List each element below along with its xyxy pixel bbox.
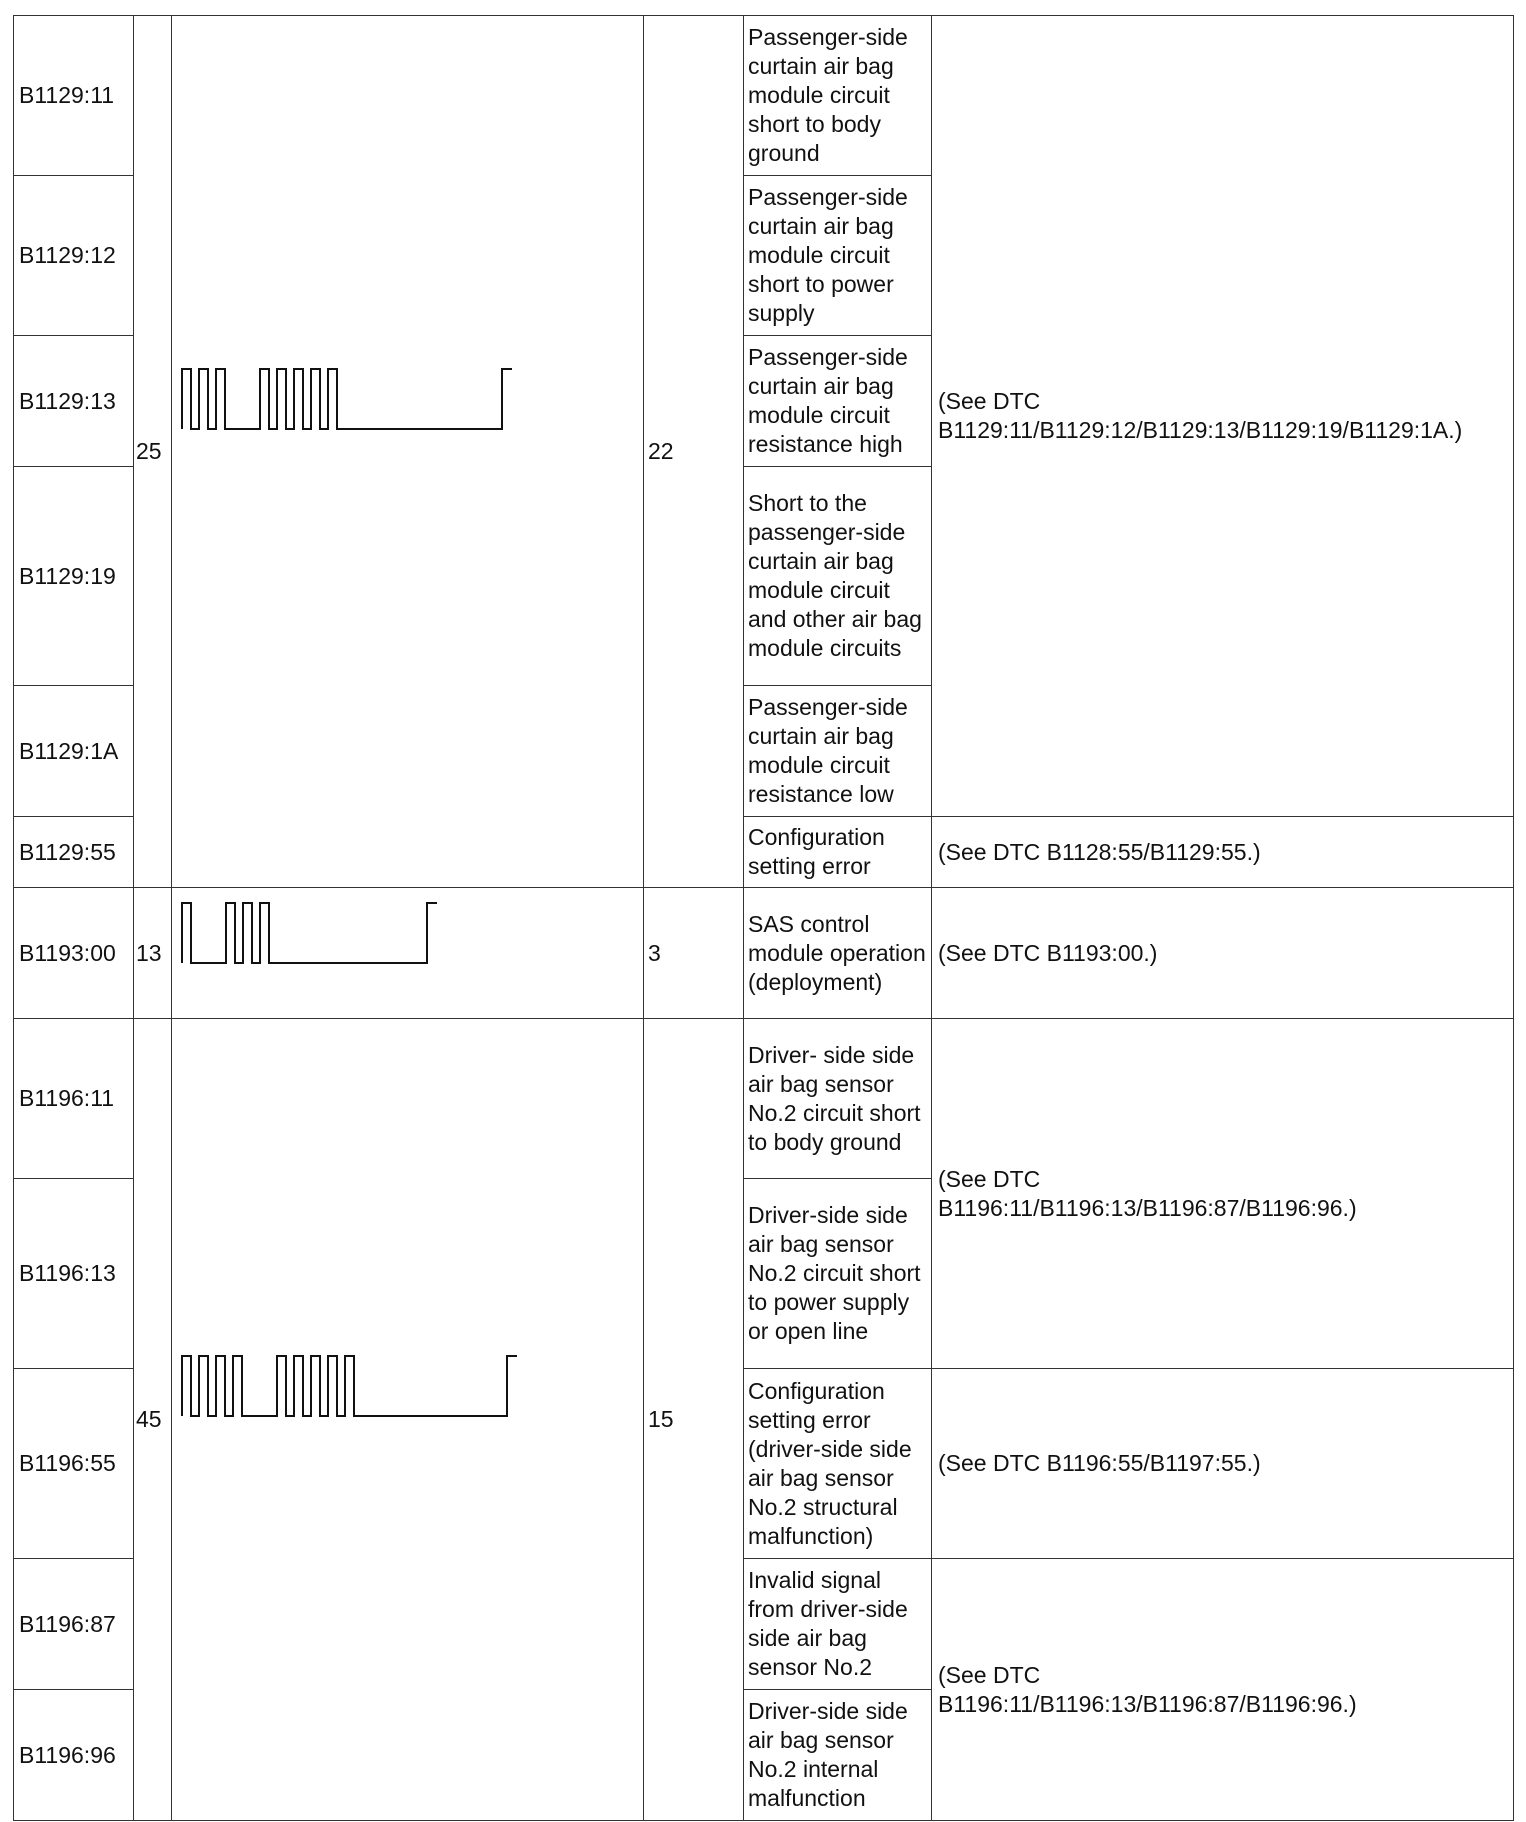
flash-waveform-line	[182, 1356, 517, 1416]
waveform-diagram	[172, 897, 643, 969]
dtc-description: Invalid signal from driver-side side air bag sensor No.2	[744, 1559, 932, 1690]
action-line: (See DTC	[938, 388, 1041, 414]
dtc-description: SAS control module operation (deployment)	[744, 888, 932, 1019]
dtc-description: Passenger-side curtain air bag module circuit short to power supply	[744, 176, 932, 336]
trouble-number: 15	[644, 1019, 744, 1821]
waveform-diagram	[172, 363, 643, 435]
dtc-description: Driver- side side air bag sensor No.2 circuit short to body ground	[744, 1019, 932, 1179]
dtc-code: B1196:11	[14, 1019, 134, 1179]
dtc-code: B1129:1A	[14, 686, 134, 817]
trouble-number: 22	[644, 16, 744, 888]
action-line: B1196:11/B1196:13/B1196:87/B1196:96.)	[938, 1194, 1357, 1221]
dtc-description: Passenger-side curtain air bag module circuit short to body ground	[744, 16, 932, 176]
dtc-description: Passenger-side curtain air bag module circuit resistance low	[744, 686, 932, 817]
flash-count: 13	[134, 888, 172, 1019]
flash-count: 45	[134, 1019, 172, 1821]
action-reference	[932, 1559, 1514, 1821]
action-line: (See DTC B1193:00.)	[938, 939, 1158, 966]
dtc-description: Configuration setting error	[744, 817, 932, 888]
action-line: (See DTC	[938, 1165, 1041, 1192]
flash-waveform	[172, 16, 644, 888]
dtc-description: Driver-side side air bag sensor No.2 internal malfunction	[744, 1690, 932, 1821]
dtc-description: Passenger-side curtain air bag module circuit resistance high	[744, 336, 932, 467]
dtc-table	[13, 15, 1514, 1821]
dtc-code: B1196:96	[14, 1690, 134, 1821]
action-reference	[932, 888, 1514, 1019]
dtc-code: B1196:55	[14, 1369, 134, 1559]
dtc-code: B1196:13	[14, 1179, 134, 1369]
dtc-code: B1129:19	[14, 467, 134, 686]
action-reference	[932, 1019, 1514, 1369]
flash-waveform	[172, 1019, 644, 1821]
action-line: B1196:11/B1196:13/B1196:87/B1196:96.)	[938, 1690, 1357, 1717]
dtc-code: B1193:00	[14, 888, 134, 1019]
flash-count: 25	[134, 16, 172, 888]
dtc-description: Driver-side side air bag sensor No.2 circuit short to power supply or open line	[744, 1179, 932, 1369]
dtc-description: Short to the passenger-side curtain air bag module circuit and other air bag module circuits	[744, 467, 932, 686]
flash-waveform-line	[182, 369, 512, 429]
action-line: B1129:11/B1129:12/B1129:13/B1129:19/B1129:1A.)	[938, 417, 1463, 443]
action-reference	[932, 1369, 1514, 1559]
dtc-code: B1129:13	[14, 336, 134, 467]
flash-waveform	[172, 888, 644, 1019]
dtc-code: B1129:11	[14, 16, 134, 176]
trouble-number: 3	[644, 888, 744, 1019]
dtc-code: B1196:87	[14, 1559, 134, 1690]
dtc-code: B1129:55	[14, 817, 134, 888]
action-line: (See DTC B1196:55/B1197:55.)	[938, 1450, 1261, 1476]
action-reference	[932, 16, 1514, 817]
waveform-diagram	[172, 1350, 643, 1422]
flash-waveform-line	[182, 903, 437, 963]
action-line: (See DTC	[938, 1661, 1041, 1688]
action-reference	[932, 817, 1514, 888]
dtc-code: B1129:12	[14, 176, 134, 336]
action-line: (See DTC B1128:55/B1129:55.)	[938, 838, 1261, 865]
dtc-description: Configuration setting error (driver-side side air bag sensor No.2 structural malfunction)	[744, 1369, 932, 1559]
